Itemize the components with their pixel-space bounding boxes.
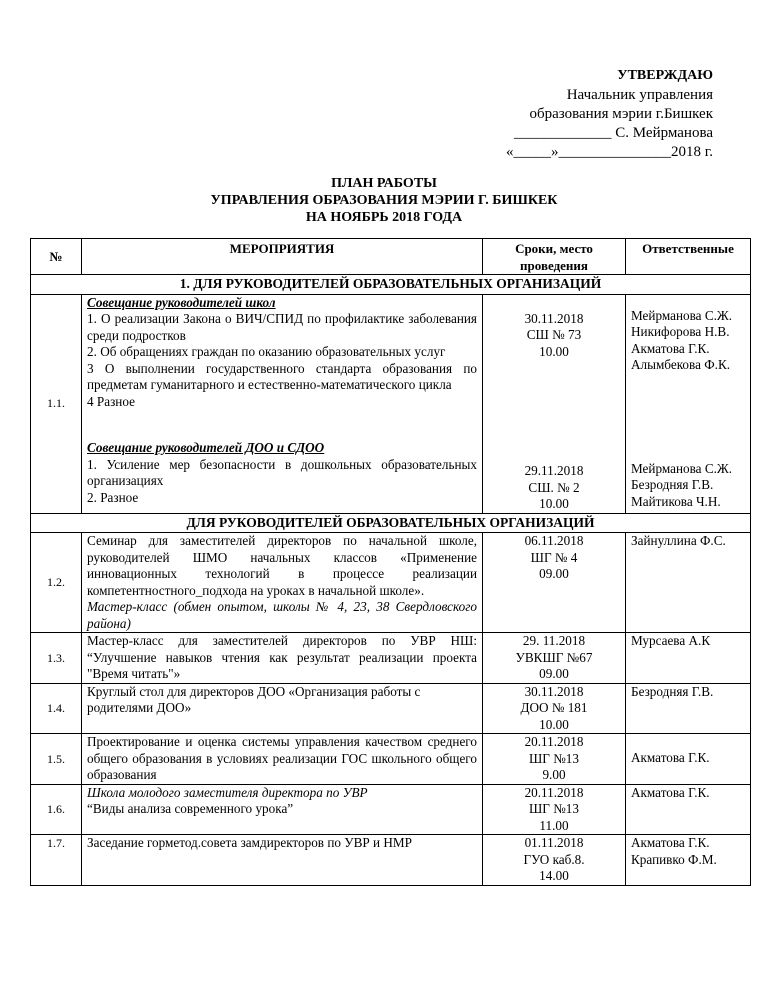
time-line: 30.11.2018 <box>524 310 584 326</box>
table-row <box>31 294 751 513</box>
event-text: Семинар для заместителей директоров по начальной школе, руководителей ШМО начальных классов «Применение инновационных технологий в процессе реализации компетентностного_подхода на уроках в начальной школе». <box>87 533 477 598</box>
event-note: Школа молодого заместителя директора по УВР <box>87 784 368 800</box>
time-line: 29.11.2018 <box>524 463 584 478</box>
table-row <box>31 835 751 886</box>
time-line: 09.00 <box>539 566 569 581</box>
resp-line: Акматова Г.К. <box>631 784 710 800</box>
approval-line: Начальник управления <box>566 87 713 103</box>
plan-title-line: ПЛАН РАБОТЫ <box>331 176 437 191</box>
time-line: ШГ №13 <box>529 750 579 766</box>
resp-line: Майтикова Ч.Н. <box>631 493 721 509</box>
section-row <box>31 513 751 533</box>
row-number: 1.6. <box>31 784 82 835</box>
time-line: 10.00 <box>539 716 569 732</box>
resp-line: Безродняя Г.В. <box>631 683 714 699</box>
event-note: Мастер-класс (обмен опытом, школы № 4, 23, 38 Свердловского района) <box>87 599 477 631</box>
time-line: 30.11.2018 <box>524 683 584 699</box>
time-line: 10.00 <box>539 343 569 359</box>
section-heading: ДЛЯ РУКОВОДИТЕЛЕЙ ОБРАЗОВАТЕЛЬНЫХ ОРГАНИЗАЦИЙ <box>31 513 751 533</box>
time-line: 9.00 <box>542 767 566 782</box>
row-resp <box>626 294 751 513</box>
time-line: 01.11.2018 <box>524 835 584 850</box>
approval-block <box>413 66 713 162</box>
section-heading: 1. ДЛЯ РУКОВОДИТЕЛЕЙ ОБРАЗОВАТЕЛЬНЫХ ОРГАНИЗАЦИЙ <box>31 275 751 295</box>
header-time: Сроки, место проведения <box>483 239 626 275</box>
approval-title: УТВЕРЖДАЮ <box>617 68 713 83</box>
row-events <box>82 784 483 835</box>
resp-line: Акматова Г.К. <box>631 835 710 850</box>
meeting-item: 4 Разное <box>87 393 135 409</box>
meeting-item: 1. Усиление мер безопасности в дошкольных образовательных организациях <box>87 456 477 488</box>
row-resp <box>626 633 751 684</box>
row-resp <box>626 533 751 633</box>
resp-line: Крапивко Ф.М. <box>631 851 717 867</box>
resp-line: Безродняя Г.В. <box>631 477 714 492</box>
row-number: 1.3. <box>31 633 82 684</box>
header-num: № <box>31 239 82 275</box>
row-number: 1.2. <box>31 533 82 633</box>
resp-line: Акматова Г.К. <box>631 750 710 765</box>
time-line: СШ. № 2 <box>528 479 580 495</box>
time-line: 10.00 <box>539 496 569 511</box>
event-text: Мастер-класс для заместителей директоров по УВР НШ: “Улучшение навыков чтения как результат реализации проекта "Время читать"» <box>82 633 483 684</box>
resp-line: Мейрманова С.Ж. <box>631 460 733 476</box>
row-time <box>483 734 626 785</box>
time-line: ГУО каб.8. <box>523 851 585 867</box>
time-line: ШГ №13 <box>529 801 579 816</box>
resp-line: Мейрманова С.Ж. <box>631 307 733 323</box>
plan-table <box>30 238 751 886</box>
row-number: 1.4. <box>31 683 82 734</box>
meeting-item: 1. О реализации Закона о ВИЧ/СПИД по профилактике заболевания среди подростков <box>87 311 477 343</box>
row-time <box>483 784 626 835</box>
resp-line: Зайнуллина Ф.С. <box>631 533 726 548</box>
time-line: 20.11.2018 <box>524 734 584 749</box>
row-events <box>82 294 483 513</box>
time-line: УВКШГ №67 <box>515 649 593 665</box>
row-time <box>483 835 626 886</box>
time-line: 09.00 <box>539 666 569 681</box>
table-header-row <box>31 239 751 275</box>
event-text: Заседание горметод.совета замдиректоров по УВР и НМР <box>82 835 483 886</box>
plan-title-line: УПРАВЛЕНИЯ ОБРАЗОВАНИЯ МЭРИИ Г. БИШКЕК <box>210 193 558 208</box>
row-number: 1.5. <box>31 734 82 785</box>
table-row <box>31 784 751 835</box>
table-row <box>31 533 751 633</box>
section-row <box>31 275 751 295</box>
meeting-title: Совещание руководителей ДОО и СДОО <box>87 440 325 455</box>
meeting-item: 2. Об обращениях граждан по оказанию образовательных услуг <box>87 344 446 359</box>
event-text: Круглый стол для директоров ДОО «Организация работы с родителями ДОО» <box>82 683 483 734</box>
plan-title-line: НА НОЯБРЬ 2018 ГОДА <box>305 210 463 225</box>
table-row <box>31 633 751 684</box>
time-line: ДОО № 181 <box>520 700 588 715</box>
time-line: 14.00 <box>539 868 569 883</box>
resp-line: Акматова Г.К. <box>631 340 710 356</box>
row-number: 1.7. <box>31 835 82 886</box>
time-line: ШГ № 4 <box>530 549 578 565</box>
row-resp <box>626 835 751 886</box>
row-time <box>483 633 626 684</box>
meeting-title: Совещание руководителей школ <box>87 294 276 310</box>
time-line: 29. 11.2018 <box>522 633 586 648</box>
row-resp <box>626 734 751 785</box>
row-resp <box>626 784 751 835</box>
row-time <box>483 294 626 513</box>
table-row <box>31 734 751 785</box>
plan-title <box>0 175 768 226</box>
event-text: Проектирование и оценка системы управления качеством среднего общего образования в условиях реализации ГОС школьного общего образования <box>82 734 483 785</box>
time-line: 06.11.2018 <box>524 533 584 548</box>
header-events: МЕРОПРИЯТИЯ <box>82 239 483 275</box>
row-number: 1.1. <box>31 294 82 513</box>
meeting-item: 3 О выполнении государственного стандарта образования по предметам гуманитарного и естественно-математического цикла <box>87 360 477 392</box>
row-events <box>82 533 483 633</box>
row-time <box>483 533 626 633</box>
row-time <box>483 683 626 734</box>
resp-line: Мурсаева А.К <box>631 633 711 648</box>
resp-line: Никифорова Н.В. <box>631 324 730 339</box>
approval-line: _____________ С. Мейрманова <box>514 125 713 141</box>
approval-line: образования мэрии г.Бишкек <box>529 106 713 122</box>
table-row <box>31 683 751 734</box>
time-line: 20.11.2018 <box>524 784 584 800</box>
meeting-item: 2. Разное <box>87 489 139 505</box>
row-resp <box>626 683 751 734</box>
event-text: “Виды анализа современного урока” <box>87 801 294 816</box>
approval-line: «_____»_______________2018 г. <box>506 144 713 160</box>
resp-line: Алымбекова Ф.К. <box>631 357 731 372</box>
header-resp: Ответственные <box>626 239 751 275</box>
time-line: СШ № 73 <box>526 327 582 342</box>
time-line: 11.00 <box>539 817 569 833</box>
